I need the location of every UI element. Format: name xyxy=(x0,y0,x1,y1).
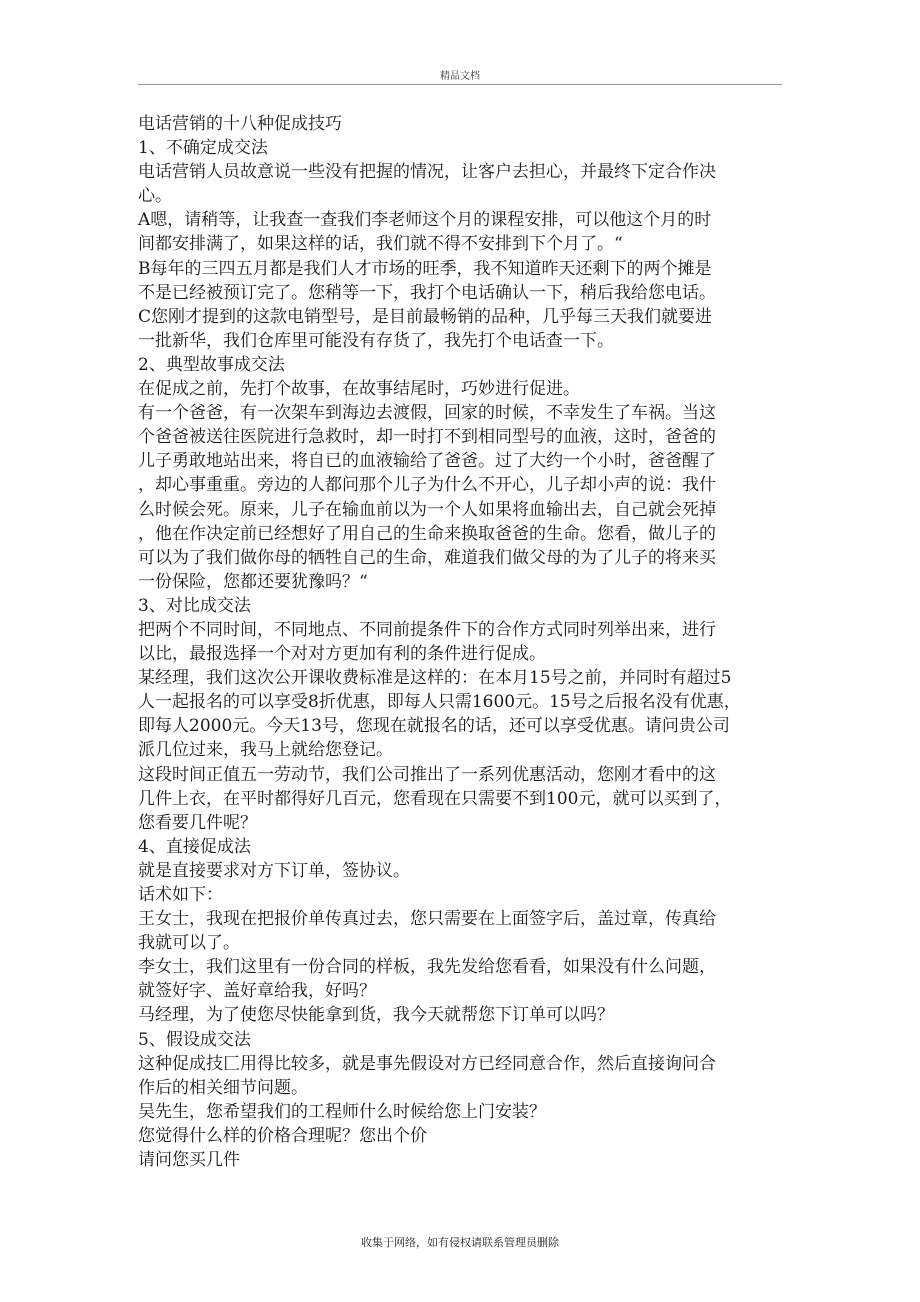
text-line: 电话营销人员故意说一些没有把握的情况，让客户去担心，并最终下定合作决 xyxy=(138,162,716,183)
section-heading: 2、典型故事成交法 xyxy=(138,354,285,375)
text-line: 吴先生，您希望我们的工程师什么时候给您上门安装？ xyxy=(138,1101,546,1122)
text-line: 您看要几件呢？ xyxy=(138,812,257,833)
text-line: 把两个不同时间，不同地点、不同前提条件下的合作方式同时列举出来，进行 xyxy=(138,619,716,640)
section-heading: 4、直接促成法 xyxy=(138,836,251,857)
text-line: B每年的三四五月都是我们人才市场的旺季，我不知道昨天还剩下的两个摊是 xyxy=(138,258,712,279)
page-footer: 收集于网络，如有侵权请联系管理员删除 xyxy=(361,1236,559,1249)
text-line: 在促成之前，先打个故事，在故事结尾时，巧妙进行促进。 xyxy=(138,379,580,400)
text-line: 王女士，我现在把报价单传真过去，您只需要在上面签字后，盖过章，传真给 xyxy=(138,909,716,930)
text-line: A嗯，请稍等，让我查一查我们李老师这个月的课程安排，可以他这个月的时 xyxy=(138,210,712,231)
text-line: 就是直接要求对方下订单，签协议。 xyxy=(138,860,410,881)
page-header xyxy=(138,64,782,85)
text-line: 这段时间正值五一劳动节，我们公司推出了一系列优惠活动，您刚才看中的这 xyxy=(138,764,716,785)
text-line: 儿子勇敢地站出来，将自已的血液输给了爸爸。过了大约一个小时，爸爸醒了 xyxy=(138,451,716,472)
text-line: 就签好字、盖好章给我，好吗？ xyxy=(138,981,376,1002)
text-line: 可以为了我们做你母的牺牲自己的生命，难道我们做父母的为了儿子的将来买 xyxy=(138,547,716,568)
text-line: 派几位过来，我马上就给您登记。 xyxy=(138,740,393,761)
text-line: 一份保险，您都还要犹豫吗？“ xyxy=(138,571,368,592)
text-line: 作后的相关细节问题。 xyxy=(138,1077,308,1098)
text-line: 一批新华，我们仓库里可能没有存货了，我先打个电话查一下。 xyxy=(138,330,614,351)
text-line: 话术如下： xyxy=(138,885,223,905)
section-heading: 3、对比成交法 xyxy=(138,595,251,616)
section-heading: 1、不确定成交法 xyxy=(138,138,268,159)
text-line: ，却心事重重。旁边的人都问那个儿子为什么不开心，儿子却小声的说：我什 xyxy=(138,475,716,496)
text-line: 个爸爸被送往医院进行急救时，却一时打不到相同型号的血液，这时，爸爸的 xyxy=(138,427,716,448)
text-line: 马经理，为了使您尽快能拿到货，我今天就帮您下订单可以吗？ xyxy=(138,1005,614,1026)
text-line: 我就可以了。 xyxy=(138,933,240,954)
text-line: 以比，最报选择一个对对方更加有利的条件进行促成。 xyxy=(138,644,546,665)
text-line: 即每人2000元。今天13号，您现在就报名的话，还可以享受优惠。请问贵公司 xyxy=(138,716,730,737)
text-line: 几件上衣，在平时都得好几百元，您看现在只需要不到100元，就可以买到了， xyxy=(138,788,732,809)
text-line: 间都安排满了，如果这样的话，我们就不得不安排到下个月了。“ xyxy=(138,234,623,255)
text-line: 有一个爸爸，有一次架车到海边去渡假，回家的时候，不幸发生了车祸。当这 xyxy=(138,403,716,424)
text-line: ，他在作决定前已经想好了用自己的生命来换取爸爸的生命。您看，做儿子的 xyxy=(138,523,716,544)
text-line: 不是已经被预订完了。您稍等一下，我打个电话确认一下，稍后我给您电话。 xyxy=(138,282,716,303)
text-line: 么时候会死。原来，儿子在输血前以为一个人如果将血输出去，自己就会死掉 xyxy=(138,499,716,520)
text-line: 李女士，我们这里有一份合同的样板，我先发给您看看，如果没有什么问题， xyxy=(138,957,716,978)
text-line: 某经理，我们这次公开课收费标准是这样的：在本月15号之前，并同时有超过5 xyxy=(138,668,732,689)
section-heading: 5、假设成交法 xyxy=(138,1029,251,1050)
document-title: 电话营销的十八种促成技巧 xyxy=(138,114,342,134)
text-line: 人一起报名的可以享受8折优惠，即每人只需1600元。15号之后报名没有优惠， xyxy=(138,692,741,713)
document-body xyxy=(138,112,782,1172)
text-line: C您刚才提到的这款电销型号，是目前最畅销的品种，几乎每三天我们就要进 xyxy=(138,306,713,327)
text-line: 请问您买几件 xyxy=(138,1150,240,1171)
text-line: 心。 xyxy=(138,186,172,207)
text-line: 您觉得什么样的价格合理呢？您出个价 xyxy=(138,1125,427,1146)
text-line: 这种促成技匚用得比较多，就是事先假设对方已经同意合作，然后直接询问合 xyxy=(138,1053,716,1074)
header-text: 精品文档 xyxy=(440,71,480,82)
